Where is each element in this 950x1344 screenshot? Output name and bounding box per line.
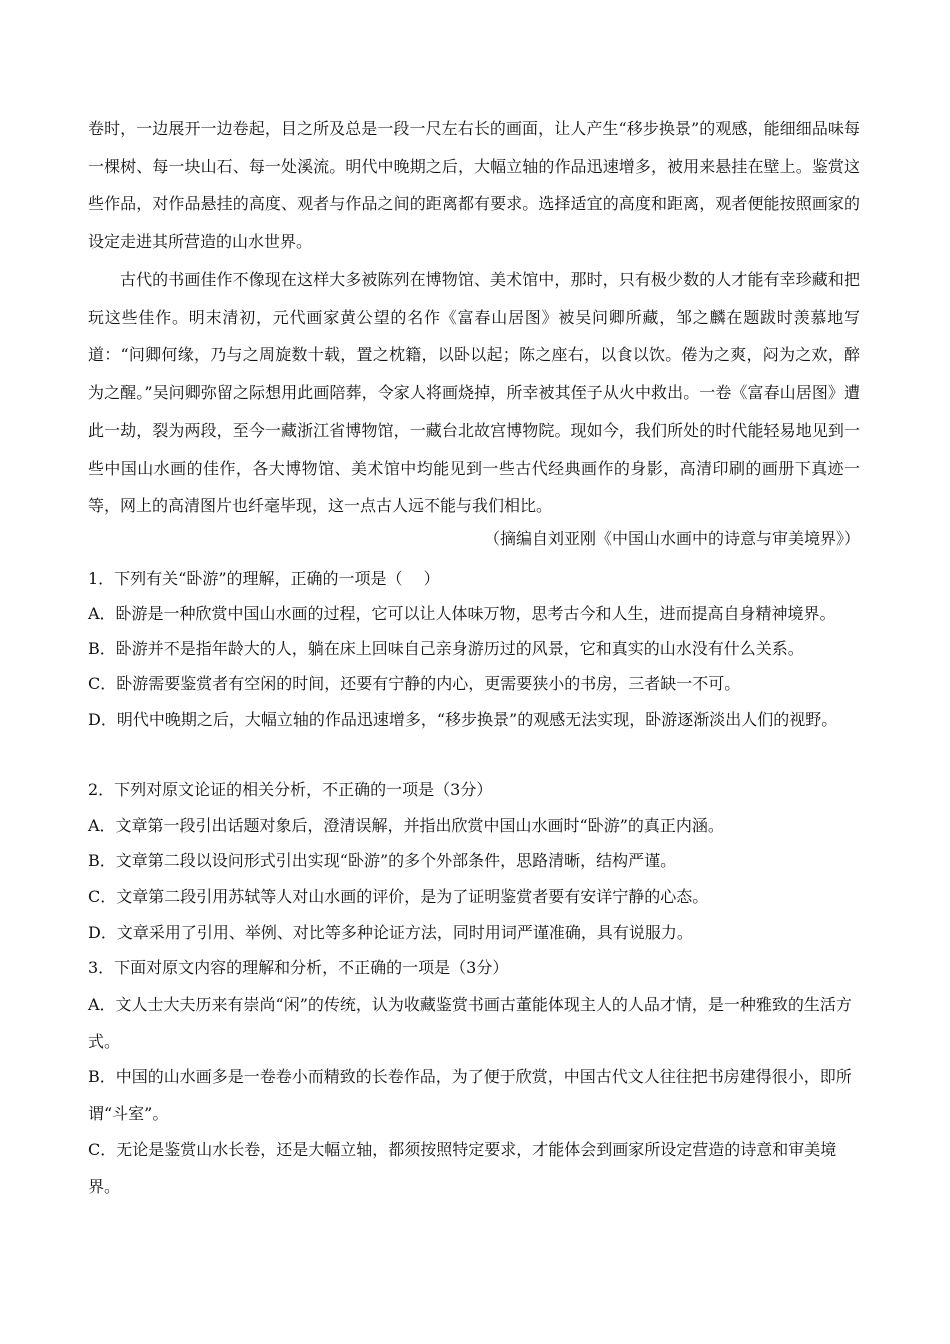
question-2-stem: 2．下列对原文论证的相关分析，不正确的一项是（3分） [88,780,493,799]
question-3-stem: 3．下面对原文内容的理解和分析，不正确的一项是（3分） [88,958,509,977]
passage-paragraph-2: 古代的书画佳作不像现在这样大多被陈列在博物馆、美术馆中，那时，只有极少数的人才能有幸珍藏和把玩这些佳作。明末清初，元代画家黄公望的名作《富春山居图》被吴问卿所藏，邹之麟在题跋时羡慕地写道：“问卿何缘，乃与之周旋数十载，置之枕籍，以卧以起；陈之座右，以食以饮。倦为之爽，闷为之欢，醉为之醒。”吴问卿弥留之际想用此画陪葬，令家人将画烧掉，所幸被其侄子从火中救出。一卷《富春山居图》遭此一劫，裂为两段，至今一藏浙江省博物馆，一藏台北故宫博物院。现如今，我们所处的时代能轻易地见到一些中国山水画的佳作，各大博物馆、美术馆中均能见到一些古代经典画作的身影，高清印刷的画册下真迹一等，网上的高清图片也纤毫毕现，这一点古人远不能与我们相比。 [88,270,860,516]
question-1-option-a: A．卧游是一种欣赏中国山水画的过程，它可以让人体味万物，思考古今和人生，进而提高自身精神境界。 [88,604,836,623]
question-2-option-c: C．文章第二段引用苏轼等人对山水画的评价，是为了证明鉴赏者要有安详宁静的心态。 [88,887,709,906]
question-2-option-d: D．文章采用了引用、举例、对比等多种论证方法，同时用词严谨准确，具有说服力。 [88,923,693,942]
question-2-option-b: B．文章第二段以设问形式引出实现“卧游”的多个外部条件，思路清晰，结构严谨。 [88,851,677,870]
question-1-option-d: D．明代中晚期之后，大幅立轴的作品迅速增多，“移步换景”的观感无法实现，卧游逐渐淡出人们的视野。 [88,710,838,729]
passage-source: （摘编自刘亚刚《中国山水画中的诗意与审美境界》） [483,529,860,548]
question-1-stem: 1．下列有关“卧游”的理解，正确的一项是（ ） [88,569,440,588]
question-3-option-a: A．文人士大夫历来有崇尚“闲”的传统，认为收藏鉴赏书画古董能体现主人的人品才情，是一种雅致的生活方式。 [88,995,852,1051]
question-2-option-a: A．文章第一段引出话题对象后，澄清误解，并指出欣赏中国山水画时“卧游”的真正内涵。 [88,816,724,835]
passage-paragraph-1: 卷时，一边展开一边卷起，目之所及总是一段一尺左右长的画面，让人产生“移步换景”的观感，能细细品味每一棵树、每一块山石、每一处溪流。明代中晚期之后，大幅立轴的作品迅速增多，被用来悬挂在壁上。鉴赏这些作品，对作品悬挂的高度、观者与作品之间的距离都有要求。选择适宜的高度和距离，观者便能按照画家的设定走进其所营造的山水世界。 [88,119,860,252]
question-1-option-c: C．卧游需要鉴赏者有空闲的时间，还要有宁静的内心，更需要狭小的书房，三者缺一不可。 [88,674,741,693]
question-3-option-b: B．中国的山水画多是一卷卷小而精致的长卷作品，为了便于欣赏，中国古代文人往往把书房建得很小，即所谓“斗室”。 [88,1067,852,1123]
question-1-option-b: B．卧游并不是指年龄大的人，躺在床上回味自己亲身游历过的风景，它和真实的山水没有什么关系。 [88,639,804,658]
question-3-option-c: C．无论是鉴赏山水长卷，还是大幅立轴，都须按照特定要求，才能体会到画家所设定营造的诗意和审美境界。 [88,1140,837,1196]
